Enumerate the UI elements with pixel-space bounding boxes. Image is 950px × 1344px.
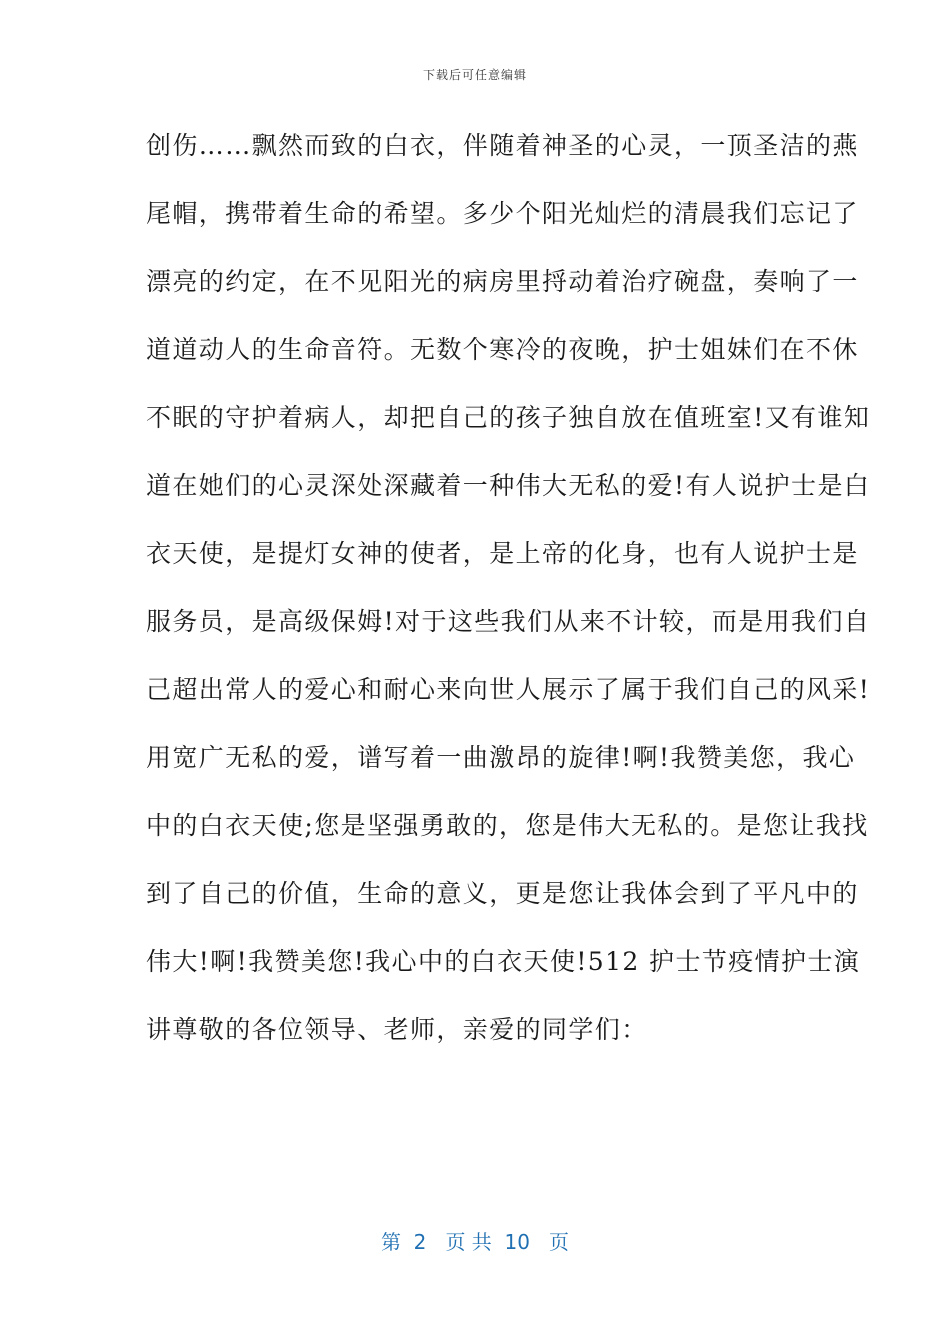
body-line: 到了自己的价值，生命的意义，更是您让我体会到了平凡中的 (146, 879, 859, 908)
body-line: 讲尊敬的各位领导、老师，亲爱的同学们： (146, 1015, 648, 1044)
body-line: 不眠的守护着病人，却把自己的孩子独自放在值班室!又有谁知 (146, 403, 871, 432)
body-line: 用宽广无私的爱，谱写着一曲激昂的旋律!啊!我赞美您，我心 (146, 743, 856, 772)
body-line: 己超出常人的爱心和耐心来向世人展示了属于我们自己的风采! (146, 675, 871, 704)
body-line: 创伤……飘然而致的白衣，伴随着神圣的心灵，一顶圣洁的燕 (146, 131, 859, 160)
body-line: 衣天使，是提灯女神的使者，是上帝的化身，也有人说护士是 (146, 539, 859, 568)
body-line: 道道动人的生命音符。无数个寒冷的夜晚，护士姐妹们在不休 (146, 335, 859, 364)
body-line: 服务员，是高级保姆!对于这些我们从来不计较，而是用我们自 (146, 607, 871, 636)
body-line: 道在她们的心灵深处深藏着一种伟大无私的爱!有人说护士是白 (146, 471, 871, 500)
body-line: 中的白衣天使;您是坚强勇敢的，您是伟大无私的。是您让我找 (146, 811, 869, 840)
body-text (146, 124, 871, 1076)
body-line: 尾帽，携带着生命的希望。多少个阳光灿烂的清晨我们忘记了 (146, 199, 859, 228)
body-line: 漂亮的约定，在不见阳光的病房里捋动着治疗碗盘，奏响了一 (146, 267, 859, 296)
page-number-footer: 第 2 页 共 10 页 (380, 1230, 570, 1254)
body-line: 伟大!啊!我赞美您!我心中的白衣天使!512 护士节疫情护士演 (146, 947, 861, 976)
header-note: 下载后可任意编辑 (422, 68, 527, 82)
